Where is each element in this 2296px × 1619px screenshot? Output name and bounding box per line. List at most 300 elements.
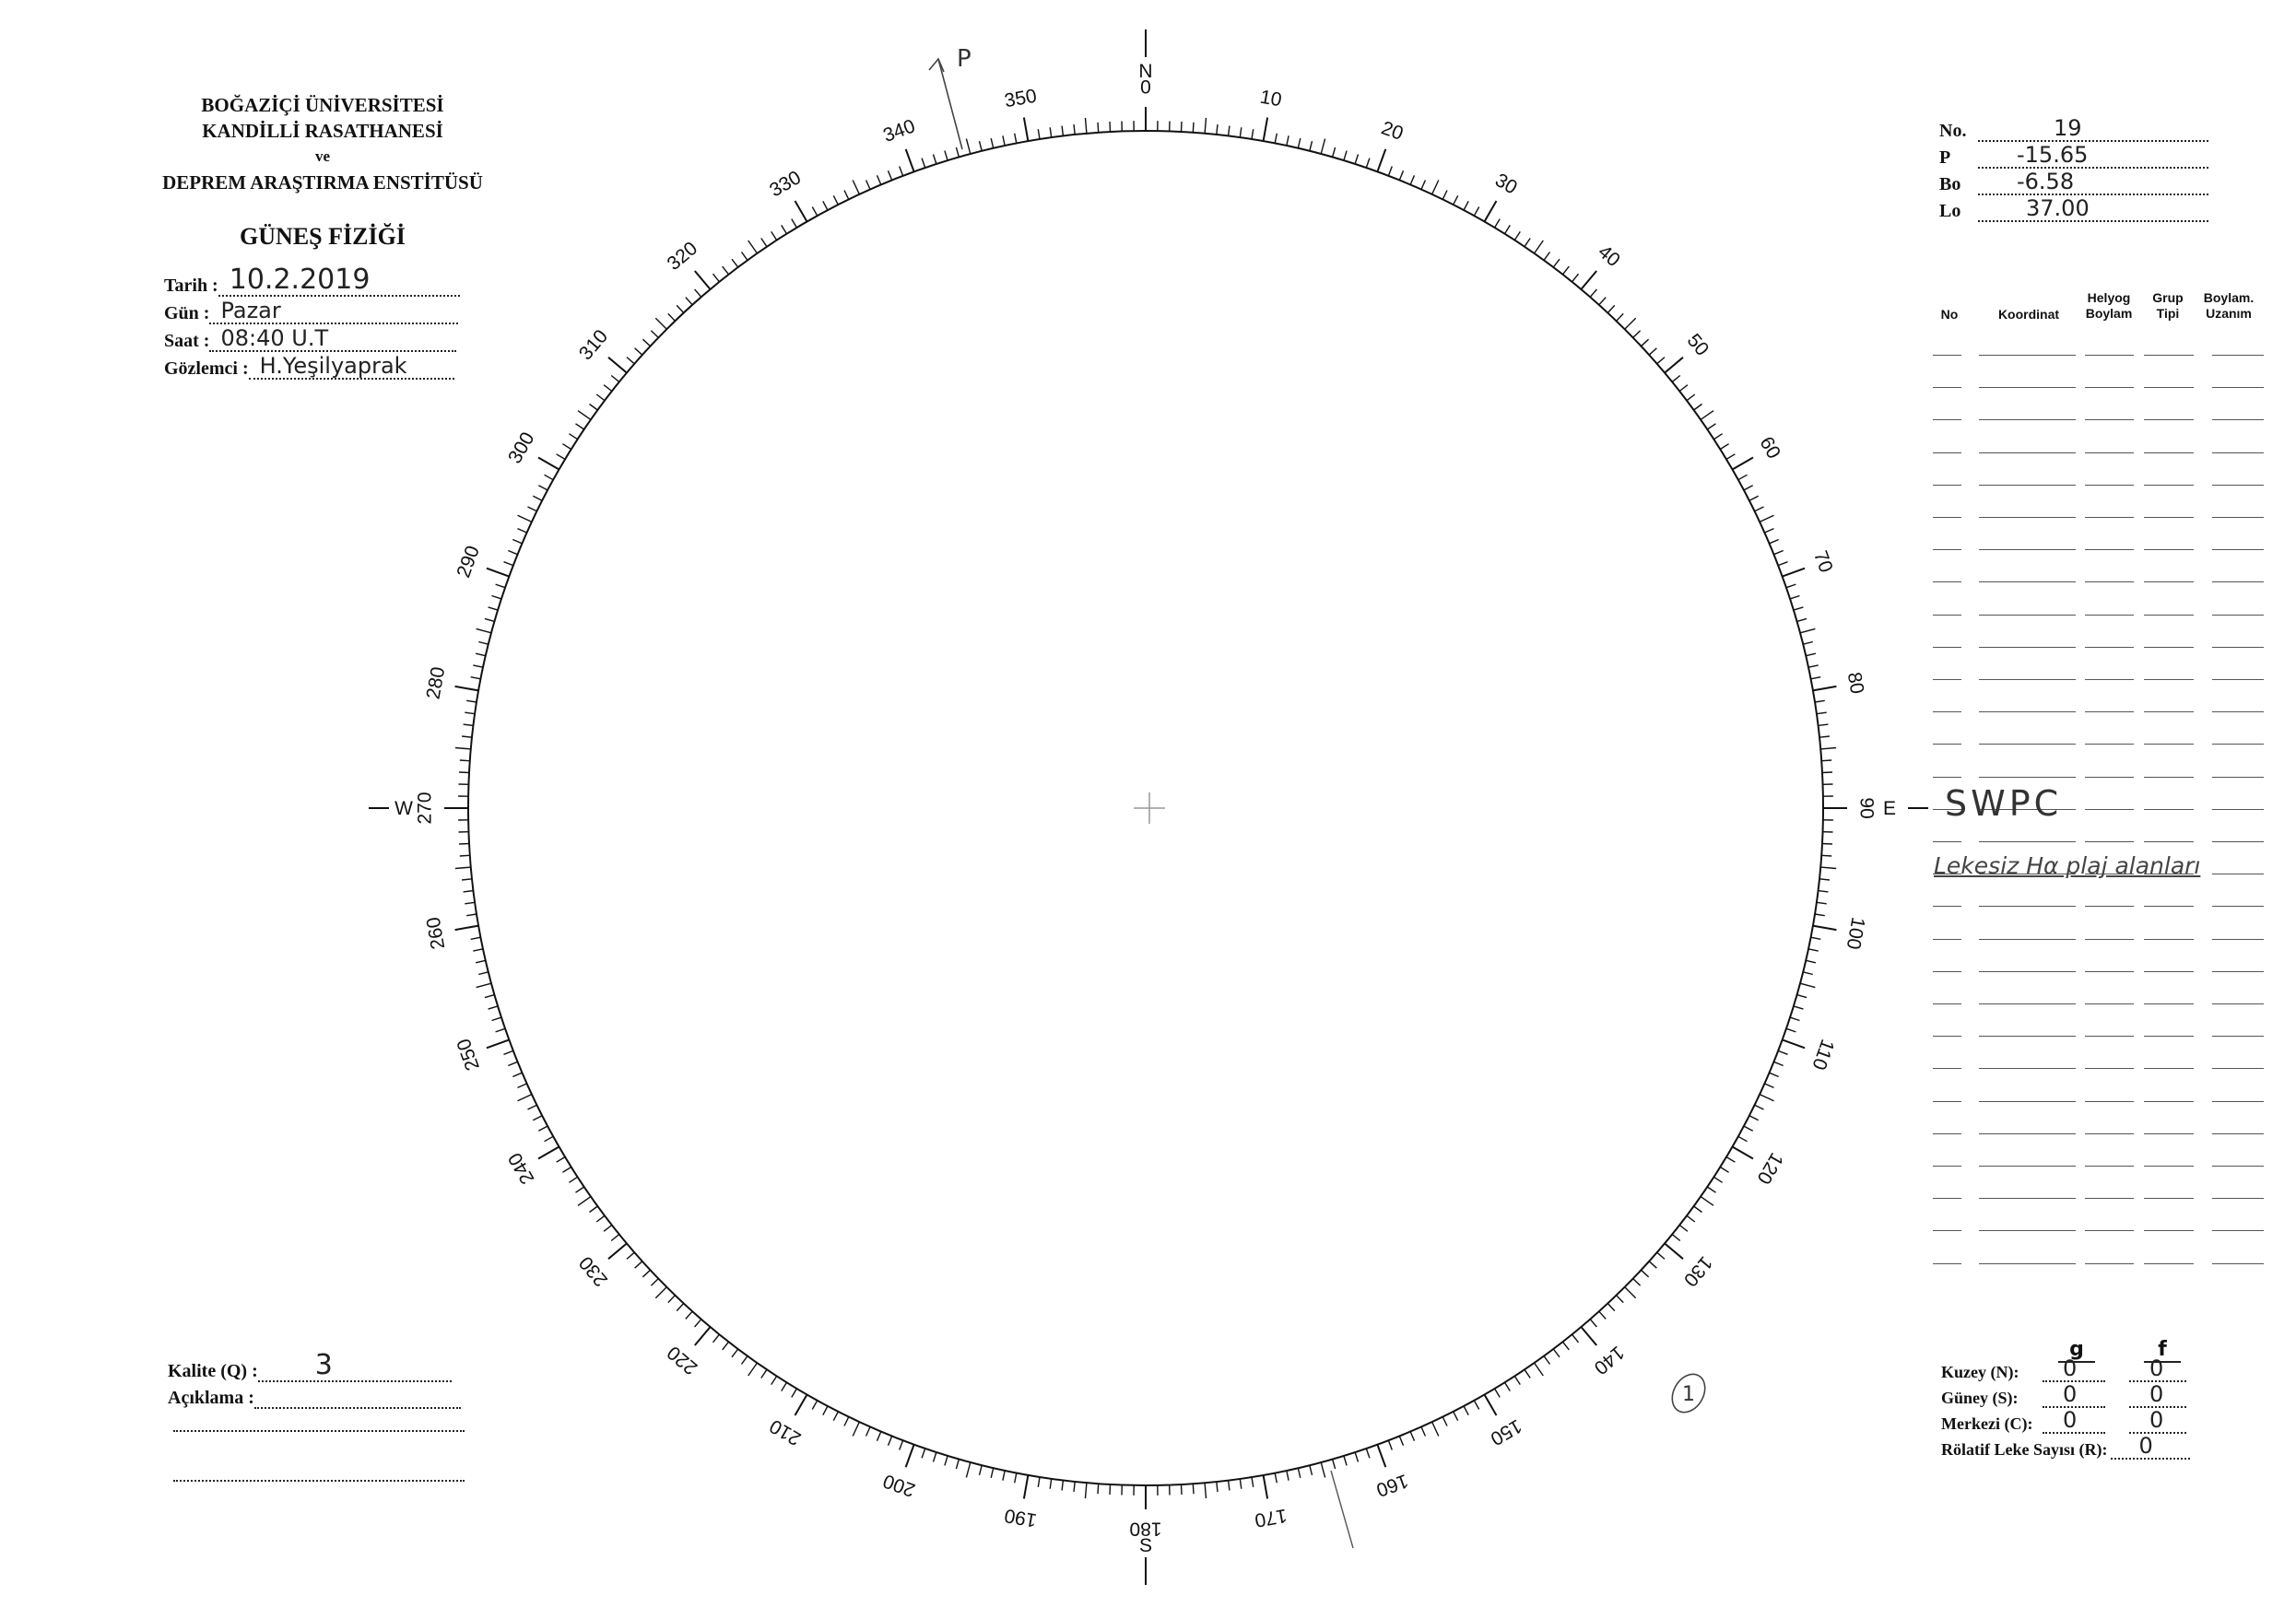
tick-129 [1672,1235,1680,1241]
tick-265 [455,867,471,868]
tick-72 [1790,596,1800,599]
tick-177 [1182,1484,1183,1495]
tick-97 [1819,891,1829,892]
tick-204 [866,1427,870,1437]
tick-127 [1687,1215,1695,1222]
tick-232 [604,1226,612,1232]
tick-44 [1617,313,1624,321]
tick-188 [1050,1479,1052,1489]
tick-318 [686,298,692,305]
south-f-value: 0 [2149,1381,2164,1407]
tick-112 [1774,1062,1784,1065]
tick-77 [1806,653,1816,656]
tick-29 [1474,207,1478,217]
tick-247 [512,1073,522,1076]
tick-251 [496,1028,505,1032]
scale-label-120: 120 [1752,1149,1787,1188]
tick-302 [562,444,571,450]
center-label: Merkezi (C): [1941,1414,2033,1433]
tick-156 [1421,1427,1425,1437]
center-f-value: 0 [2149,1407,2164,1433]
day-value: Pazar [220,298,281,323]
tick-78 [1808,665,1819,667]
east-letter: E [1882,798,1897,819]
no-label: No. [1939,121,1967,141]
tick-245 [518,1095,532,1101]
tick-222 [686,1311,692,1319]
tick-277 [464,724,474,725]
scale-label-240: 240 [504,1149,539,1188]
tick-83 [1819,724,1829,725]
tick-158 [1399,1437,1403,1446]
tick-261 [466,914,477,916]
tick-259 [471,937,481,939]
tick-11 [1275,134,1277,144]
tick-224 [668,1296,676,1303]
tick-38 [1563,266,1570,275]
scale-label-150: 150 [1487,1414,1525,1449]
tick-298 [538,486,548,490]
scale-label-330: 330 [766,167,805,202]
tick-319 [695,289,701,297]
tick-225 [655,1287,666,1298]
tick-326 [761,239,767,247]
scale-label-230: 230 [574,1251,613,1291]
tick-238 [562,1167,571,1173]
tick-64 [1755,507,1764,511]
tick-28 [1464,201,1468,210]
institution-line-2: KANDİLLİ RASATHANESİ [202,120,443,142]
tick-252 [492,1017,502,1020]
tick-24 [1421,181,1425,190]
tick-143 [1553,1349,1560,1357]
tick-152 [1464,1406,1468,1415]
tick-148 [1505,1382,1511,1390]
scale-label-350: 350 [1002,85,1039,112]
tick-33 [1514,231,1520,240]
tick-291 [504,562,513,566]
tick-27 [1454,195,1458,205]
tick-299 [545,475,554,479]
tick-190 [1024,1475,1029,1499]
tick-13 [1298,138,1301,148]
tick-235 [578,1197,591,1206]
tick-130 [1665,1243,1683,1259]
tick-96 [1819,879,1830,880]
tick-111 [1778,1050,1787,1054]
tick-303 [569,434,577,440]
tick-223 [677,1304,684,1311]
tick-228 [635,1261,642,1268]
north-letter: N [1138,61,1153,82]
tick-338 [889,170,892,180]
tick-211 [792,1389,797,1397]
tick-166 [1310,1465,1313,1475]
tick-140 [1581,1327,1596,1345]
tick-126 [1694,1206,1702,1213]
tick-63 [1749,496,1759,500]
tick-122 [1720,1167,1728,1173]
tick-240 [538,1147,559,1159]
north-f-value: 0 [2149,1355,2164,1381]
tick-217 [732,1349,738,1357]
tick-321 [713,274,720,282]
tick-186 [1074,1482,1075,1492]
tick-206 [844,1417,849,1426]
tick-128 [1679,1226,1688,1232]
tick-101 [1811,937,1821,939]
tick-347 [991,138,994,148]
tick-86 [1821,760,1831,761]
col-header-heliographic-longitude: Helyog Boylam [2085,290,2133,321]
institution-line-3: ve [314,147,331,165]
tick-172 [1240,1479,1242,1489]
tick-323 [732,259,738,267]
tick-160 [1377,1445,1385,1467]
tick-276 [462,736,472,737]
tick-25 [1432,181,1439,194]
tick-23 [1410,175,1414,184]
tick-215 [748,1363,758,1376]
scale-label-170: 170 [1253,1504,1289,1531]
scale-label-20: 20 [1378,117,1407,146]
tick-262 [465,902,475,904]
scale-label-90: 90 [1855,797,1878,819]
col-header-longitudinal-extent: Boylam. Uzanım [2203,290,2255,321]
tick-31 [1495,219,1501,228]
scale-label-0: 0 [1140,76,1151,99]
tick-174 [1217,1482,1218,1492]
tick-12 [1287,135,1289,146]
tick-108 [1790,1017,1800,1020]
tick-60 [1733,458,1754,470]
tick-150 [1485,1395,1497,1416]
tick-207 [833,1412,838,1421]
tick-162 [1355,1452,1358,1462]
tick-5 [1205,118,1206,134]
tick-241 [545,1136,554,1141]
scale-label-30: 30 [1491,169,1521,199]
tick-20 [1377,149,1385,171]
tick-184 [1098,1484,1099,1494]
tick-274 [460,760,470,761]
time-label: Saat : [164,331,210,351]
scale-label-70: 70 [1808,547,1837,576]
tick-307 [596,394,605,401]
tick-69 [1778,562,1787,566]
tick-84 [1819,736,1830,737]
tick-102 [1808,949,1819,951]
tick-306 [590,405,598,411]
tick-81 [1815,700,1825,702]
tick-189 [1038,1477,1040,1487]
tick-344 [956,147,959,158]
tick-121 [1726,1157,1735,1163]
tick-147 [1514,1376,1520,1384]
tick-237 [569,1177,577,1182]
quality-value: 3 [314,1349,333,1381]
tick-105 [1800,983,1815,987]
tick-273 [459,772,469,773]
tick-117 [1749,1116,1759,1120]
tick-221 [695,1320,701,1327]
rotation-axis-line [1331,1471,1353,1548]
tick-125 [1701,1197,1713,1206]
tick-16 [1333,147,1336,158]
observer-value: H.Yeşilyaprak [259,353,407,379]
tick-266 [460,855,470,856]
tick-65 [1760,515,1773,522]
tick-194 [980,1465,983,1475]
tick-118 [1744,1126,1753,1131]
tick-201 [900,1440,903,1449]
count-header-f: f [2144,1338,2181,1363]
tick-47 [1642,339,1649,346]
tick-39 [1572,274,1579,282]
tick-216 [742,1356,748,1365]
tick-202 [889,1437,892,1446]
tick-322 [723,266,729,275]
day-label: Gün : [164,303,210,323]
scale-label-100: 100 [1842,915,1869,952]
date-value: 10.2.2019 [229,264,371,296]
tick-142 [1563,1342,1570,1350]
tick-34 [1525,239,1530,247]
tick-195 [966,1462,970,1477]
relative-label: Rölatif Leke Sayısı (R): [1941,1440,2108,1459]
tick-159 [1388,1440,1392,1449]
comment-label: Açıklama : [168,1388,254,1408]
tick-214 [761,1369,767,1378]
tick-327 [771,231,777,240]
tick-32 [1505,225,1511,233]
tick-167 [1298,1468,1301,1478]
tick-257 [476,960,486,963]
tick-249 [504,1050,513,1054]
tick-333 [833,195,838,205]
tick-133 [1642,1270,1649,1277]
tick-82 [1817,712,1827,714]
tick-205 [853,1422,859,1436]
tick-330 [795,201,807,222]
bo-label: Bo [1939,174,1961,194]
tick-304 [576,424,584,429]
tick-67 [1770,540,1779,544]
tick-212 [782,1382,787,1390]
tick-192 [1003,1471,1005,1481]
time-value: 08:40 U.T [220,325,329,351]
tick-229 [627,1252,634,1259]
scale-label-190: 190 [1002,1504,1039,1531]
tick-209 [812,1401,817,1410]
tick-52 [1679,385,1688,392]
scale-label-210: 210 [766,1414,805,1449]
tick-264 [462,879,472,880]
tick-99 [1815,914,1825,916]
col-header-group-type: Grup Tipi [2152,290,2184,321]
tick-244 [528,1105,537,1109]
tick-173 [1229,1481,1230,1491]
tick-134 [1633,1279,1641,1286]
scale-label-50: 50 [1682,330,1713,360]
scale-label-200: 200 [880,1469,918,1501]
tick-239 [557,1157,565,1163]
scale-label-110: 110 [1807,1036,1839,1073]
tick-279 [466,700,477,702]
col-header-no: No [1940,307,1959,322]
tick-171 [1252,1477,1254,1487]
p-label: P [1939,147,1951,168]
tick-48 [1649,348,1656,355]
tick-100 [1813,926,1837,931]
tick-334 [844,191,849,200]
no-value: 19 [2054,115,2082,141]
tick-135 [1625,1287,1636,1298]
tick-187 [1062,1481,1063,1491]
tick-314 [651,331,658,338]
tick-73 [1794,607,1804,610]
tick-154 [1442,1417,1447,1426]
tick-42 [1599,298,1606,305]
tick-46 [1633,331,1641,338]
tick-170 [1264,1475,1268,1499]
tick-19 [1366,158,1370,168]
tick-8 [1240,127,1242,137]
scale-label-10: 10 [1258,86,1284,111]
tick-341 [922,158,925,168]
col-header-coordinate: Koordinat [1997,307,2060,322]
tick-243 [533,1116,542,1120]
tick-325 [748,241,758,253]
tick-30 [1485,201,1497,222]
scale-label-220: 220 [663,1341,702,1379]
p-marker-label: P [957,45,971,73]
tick-253 [489,1006,499,1009]
tick-151 [1474,1401,1478,1410]
scale-label-300: 300 [504,428,539,467]
date-label: Tarih : [164,276,218,296]
tick-51 [1672,376,1680,382]
tick-313 [642,339,650,346]
tick-199 [922,1449,925,1458]
tick-37 [1553,259,1560,267]
tick-308 [604,385,612,392]
tick-40 [1581,271,1596,289]
tick-256 [478,972,489,975]
tick-335 [853,181,859,194]
tick-75 [1800,628,1815,632]
tick-87 [1822,772,1832,773]
tick-79 [1811,677,1821,679]
tick-138 [1599,1311,1606,1319]
scale-label-260: 260 [422,915,450,952]
scale-label-130: 130 [1678,1251,1717,1291]
scale-label-180: 180 [1129,1518,1162,1540]
tick-106 [1797,995,1807,998]
tick-9 [1252,129,1254,139]
tick-71 [1786,584,1796,588]
tick-234 [590,1206,598,1213]
tick-62 [1744,486,1753,490]
bo-value: -6.58 [2017,169,2075,194]
tick-107 [1794,1006,1804,1009]
tick-246 [518,1084,527,1087]
tick-345 [966,139,970,154]
tick-200 [906,1445,914,1467]
tick-278 [465,712,475,714]
tick-332 [823,201,828,210]
tick-53 [1687,394,1695,401]
institution-line-4: DEPREM ARAŞTIRMA ENSTİTÜSÜ [162,171,483,194]
tick-294 [518,529,527,533]
tick-43 [1607,305,1615,312]
tick-15 [1321,139,1325,154]
tick-157 [1410,1432,1414,1441]
tick-350 [1024,118,1029,142]
tick-161 [1366,1449,1370,1458]
tick-236 [576,1187,584,1192]
tick-45 [1625,318,1636,329]
tick-312 [635,348,642,355]
tick-242 [538,1126,548,1131]
tick-355 [1086,118,1087,134]
note-swpc: SWPC [1945,783,2063,824]
tick-17 [1344,151,1347,161]
west-letter: W [394,798,413,819]
tick-14 [1310,141,1313,151]
tick-55 [1701,411,1713,420]
observer-label: Gözlemci : [164,358,249,379]
tick-290 [487,569,509,577]
tick-145 [1535,1363,1544,1376]
tick-288 [492,596,502,599]
tick-109 [1786,1028,1796,1032]
tick-70 [1783,569,1805,577]
tick-248 [508,1062,517,1065]
tick-353 [1062,126,1063,136]
south-label: Güney (S): [1941,1389,2019,1407]
tick-285 [477,628,491,632]
tick-296 [528,507,537,511]
tick-196 [956,1460,959,1470]
tick-311 [627,358,634,364]
tick-163 [1344,1456,1347,1466]
tick-165 [1321,1462,1325,1477]
tick-137 [1607,1304,1615,1311]
tick-283 [476,653,486,656]
note-plage: Lekesiz Hα plaj alanları [1934,852,2201,879]
tick-356 [1098,123,1099,133]
tick-119 [1738,1136,1748,1141]
south-g-value: 0 [2063,1381,2078,1407]
tick-226 [651,1279,658,1286]
north-label: Kuzey (N): [1941,1363,2019,1381]
tick-6 [1217,124,1218,135]
tick-220 [695,1327,711,1345]
tick-124 [1707,1187,1715,1192]
tick-210 [795,1395,807,1416]
tick-336 [866,181,870,190]
tick-218 [723,1342,729,1350]
tick-208 [823,1406,828,1415]
tick-346 [980,141,983,151]
tick-340 [906,149,914,171]
tick-197 [945,1456,948,1466]
tick-113 [1770,1073,1779,1076]
tick-260 [455,926,479,931]
tick-68 [1774,551,1784,555]
tick-168 [1287,1471,1289,1481]
